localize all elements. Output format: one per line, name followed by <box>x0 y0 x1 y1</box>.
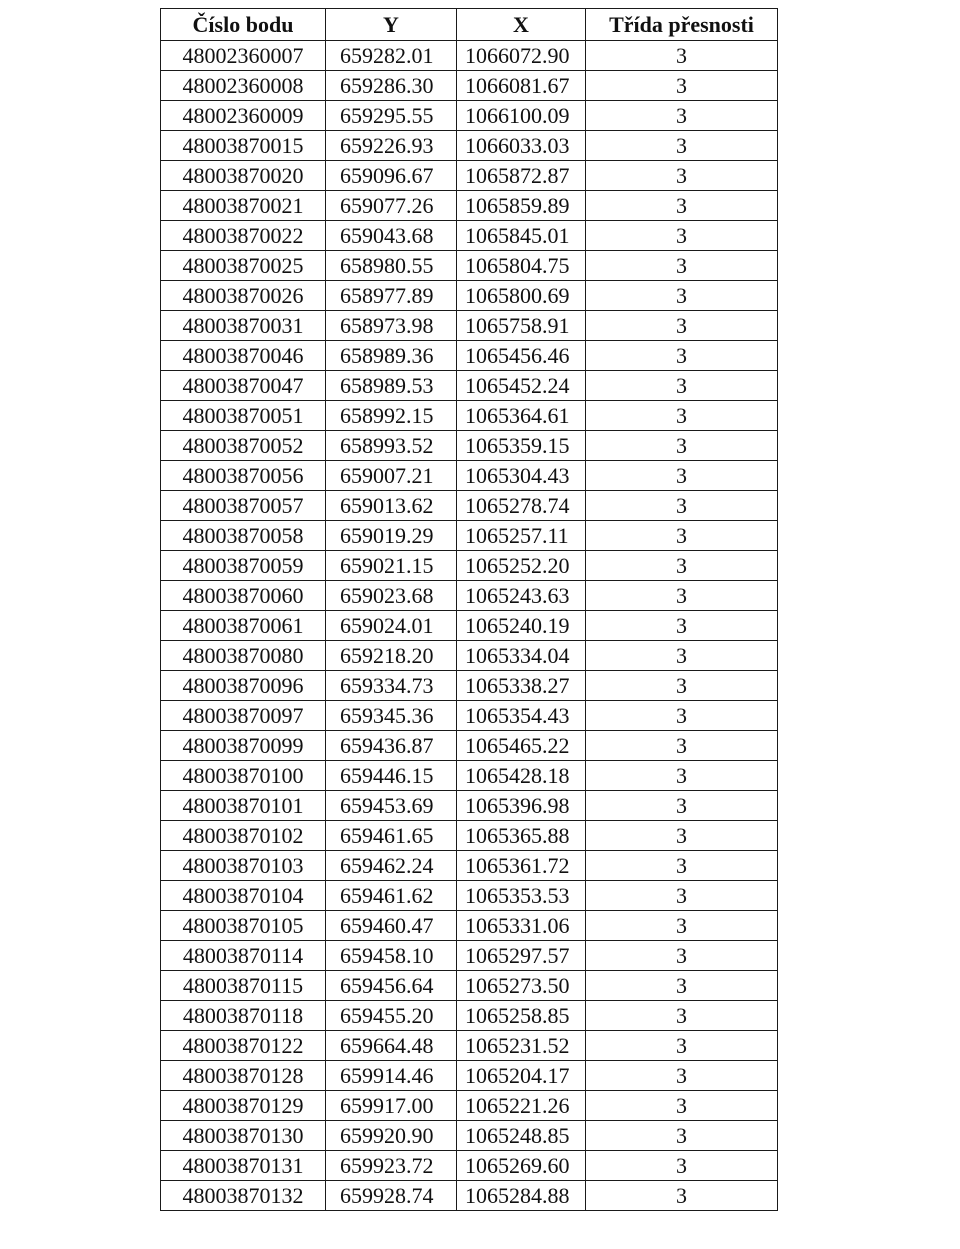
x-coordinate-cell: 1065331.06 <box>457 911 586 941</box>
y-coordinate-cell: 659334.73 <box>326 671 457 701</box>
point-number-cell: 48003870130 <box>161 1121 326 1151</box>
y-coordinate-cell: 659923.72 <box>326 1151 457 1181</box>
y-coordinate-cell: 659282.01 <box>326 41 457 71</box>
accuracy-class-cell: 3 <box>586 461 778 491</box>
y-coordinate-cell: 659446.15 <box>326 761 457 791</box>
accuracy-class-cell: 3 <box>586 821 778 851</box>
y-coordinate-cell: 659019.29 <box>326 521 457 551</box>
table-row <box>161 551 778 581</box>
table-row <box>161 1001 778 1031</box>
y-coordinate-cell: 659226.93 <box>326 131 457 161</box>
accuracy-class-cell: 3 <box>586 1001 778 1031</box>
y-coordinate-cell: 658977.89 <box>326 281 457 311</box>
table-row <box>161 311 778 341</box>
accuracy-class-cell: 3 <box>586 341 778 371</box>
table-row <box>161 611 778 641</box>
table-header <box>161 9 778 41</box>
table-row <box>161 671 778 701</box>
table-row <box>161 701 778 731</box>
table-row <box>161 1031 778 1061</box>
point-number-cell: 48003870058 <box>161 521 326 551</box>
x-coordinate-cell: 1065257.11 <box>457 521 586 551</box>
x-coordinate-cell: 1065243.63 <box>457 581 586 611</box>
table-row <box>161 461 778 491</box>
point-number-cell: 48003870104 <box>161 881 326 911</box>
y-coordinate-cell: 659286.30 <box>326 71 457 101</box>
header-row <box>161 9 778 41</box>
accuracy-class-cell: 3 <box>586 521 778 551</box>
y-coordinate-cell: 659920.90 <box>326 1121 457 1151</box>
x-coordinate-cell: 1065859.89 <box>457 191 586 221</box>
table-row <box>161 941 778 971</box>
x-coordinate-cell: 1065353.53 <box>457 881 586 911</box>
table-row <box>161 641 778 671</box>
point-number-cell: 48003870061 <box>161 611 326 641</box>
point-number-cell: 48003870046 <box>161 341 326 371</box>
y-coordinate-cell: 658973.98 <box>326 311 457 341</box>
accuracy-class-cell: 3 <box>586 431 778 461</box>
table-row <box>161 341 778 371</box>
y-coordinate-cell: 658989.53 <box>326 371 457 401</box>
x-coordinate-cell: 1065465.22 <box>457 731 586 761</box>
accuracy-class-cell: 3 <box>586 851 778 881</box>
accuracy-class-cell: 3 <box>586 971 778 1001</box>
table-row <box>161 851 778 881</box>
y-coordinate-cell: 659914.46 <box>326 1061 457 1091</box>
y-coordinate-cell: 658989.36 <box>326 341 457 371</box>
point-number-cell: 48003870102 <box>161 821 326 851</box>
point-number-cell: 48003870099 <box>161 731 326 761</box>
accuracy-class-cell: 3 <box>586 131 778 161</box>
point-number-cell: 48003870020 <box>161 161 326 191</box>
table-row <box>161 581 778 611</box>
table-row <box>161 251 778 281</box>
table-row <box>161 371 778 401</box>
accuracy-class-cell: 3 <box>586 941 778 971</box>
point-number-cell: 48003870056 <box>161 461 326 491</box>
accuracy-class-cell: 3 <box>586 911 778 941</box>
x-coordinate-cell: 1065231.52 <box>457 1031 586 1061</box>
table-row <box>161 131 778 161</box>
table-body <box>161 41 778 1211</box>
point-number-cell: 48003870057 <box>161 491 326 521</box>
accuracy-class-cell: 3 <box>586 701 778 731</box>
point-number-cell: 48003870047 <box>161 371 326 401</box>
accuracy-class-cell: 3 <box>586 881 778 911</box>
accuracy-class-cell: 3 <box>586 611 778 641</box>
accuracy-class-cell: 3 <box>586 731 778 761</box>
y-coordinate-cell: 659345.36 <box>326 701 457 731</box>
table-row <box>161 1091 778 1121</box>
accuracy-class-cell: 3 <box>586 161 778 191</box>
accuracy-class-cell: 3 <box>586 401 778 431</box>
column-header-x: X <box>457 9 586 41</box>
accuracy-class-cell: 3 <box>586 791 778 821</box>
accuracy-class-cell: 3 <box>586 1151 778 1181</box>
accuracy-class-cell: 3 <box>586 311 778 341</box>
accuracy-class-cell: 3 <box>586 191 778 221</box>
y-coordinate-cell: 659456.64 <box>326 971 457 1001</box>
point-number-cell: 48002360007 <box>161 41 326 71</box>
point-number-cell: 48002360008 <box>161 71 326 101</box>
table-row <box>161 41 778 71</box>
x-coordinate-cell: 1065284.88 <box>457 1181 586 1211</box>
column-header-accuracy-class: Třída přesnosti <box>586 9 778 41</box>
point-number-cell: 48002360009 <box>161 101 326 131</box>
accuracy-class-cell: 3 <box>586 671 778 701</box>
accuracy-class-cell: 3 <box>586 1061 778 1091</box>
x-coordinate-cell: 1065248.85 <box>457 1121 586 1151</box>
y-coordinate-cell: 658993.52 <box>326 431 457 461</box>
accuracy-class-cell: 3 <box>586 1091 778 1121</box>
table-row <box>161 731 778 761</box>
point-number-cell: 48003870021 <box>161 191 326 221</box>
x-coordinate-cell: 1065278.74 <box>457 491 586 521</box>
y-coordinate-cell: 659462.24 <box>326 851 457 881</box>
y-coordinate-cell: 659453.69 <box>326 791 457 821</box>
point-number-cell: 48003870131 <box>161 1151 326 1181</box>
point-number-cell: 48003870096 <box>161 671 326 701</box>
table-row <box>161 911 778 941</box>
table-row <box>161 1061 778 1091</box>
accuracy-class-cell: 3 <box>586 1181 778 1211</box>
point-number-cell: 48003870059 <box>161 551 326 581</box>
y-coordinate-cell: 659023.68 <box>326 581 457 611</box>
accuracy-class-cell: 3 <box>586 41 778 71</box>
y-coordinate-cell: 659460.47 <box>326 911 457 941</box>
table-row <box>161 431 778 461</box>
point-number-cell: 48003870103 <box>161 851 326 881</box>
x-coordinate-cell: 1065204.17 <box>457 1061 586 1091</box>
accuracy-class-cell: 3 <box>586 1121 778 1151</box>
table-row <box>161 1151 778 1181</box>
x-coordinate-cell: 1065297.57 <box>457 941 586 971</box>
point-number-cell: 48003870097 <box>161 701 326 731</box>
x-coordinate-cell: 1065258.85 <box>457 1001 586 1031</box>
accuracy-class-cell: 3 <box>586 251 778 281</box>
point-number-cell: 48003870101 <box>161 791 326 821</box>
x-coordinate-cell: 1065452.24 <box>457 371 586 401</box>
point-number-cell: 48003870105 <box>161 911 326 941</box>
table-row <box>161 71 778 101</box>
point-number-cell: 48003870118 <box>161 1001 326 1031</box>
y-coordinate-cell: 659295.55 <box>326 101 457 131</box>
y-coordinate-cell: 659218.20 <box>326 641 457 671</box>
y-coordinate-cell: 659043.68 <box>326 221 457 251</box>
table-row <box>161 191 778 221</box>
column-header-point-number: Číslo bodu <box>161 9 326 41</box>
point-number-cell: 48003870022 <box>161 221 326 251</box>
x-coordinate-cell: 1065804.75 <box>457 251 586 281</box>
y-coordinate-cell: 659013.62 <box>326 491 457 521</box>
accuracy-class-cell: 3 <box>586 281 778 311</box>
table-row <box>161 281 778 311</box>
point-number-cell: 48003870031 <box>161 311 326 341</box>
point-number-cell: 48003870015 <box>161 131 326 161</box>
x-coordinate-cell: 1066072.90 <box>457 41 586 71</box>
y-coordinate-cell: 659458.10 <box>326 941 457 971</box>
table-row <box>161 101 778 131</box>
x-coordinate-cell: 1065364.61 <box>457 401 586 431</box>
x-coordinate-cell: 1066100.09 <box>457 101 586 131</box>
x-coordinate-cell: 1065845.01 <box>457 221 586 251</box>
y-coordinate-cell: 659461.62 <box>326 881 457 911</box>
y-coordinate-cell: 659917.00 <box>326 1091 457 1121</box>
table-row <box>161 761 778 791</box>
table-row <box>161 1181 778 1211</box>
y-coordinate-cell: 659928.74 <box>326 1181 457 1211</box>
accuracy-class-cell: 3 <box>586 1031 778 1061</box>
y-coordinate-cell: 659461.65 <box>326 821 457 851</box>
point-number-cell: 48003870115 <box>161 971 326 1001</box>
accuracy-class-cell: 3 <box>586 581 778 611</box>
x-coordinate-cell: 1065361.72 <box>457 851 586 881</box>
y-coordinate-cell: 658980.55 <box>326 251 457 281</box>
x-coordinate-cell: 1065273.50 <box>457 971 586 1001</box>
x-coordinate-cell: 1065269.60 <box>457 1151 586 1181</box>
coordinates-table <box>160 8 778 1211</box>
point-number-cell: 48003870052 <box>161 431 326 461</box>
point-number-cell: 48003870026 <box>161 281 326 311</box>
x-coordinate-cell: 1065365.88 <box>457 821 586 851</box>
y-coordinate-cell: 659021.15 <box>326 551 457 581</box>
accuracy-class-cell: 3 <box>586 221 778 251</box>
x-coordinate-cell: 1065800.69 <box>457 281 586 311</box>
accuracy-class-cell: 3 <box>586 491 778 521</box>
x-coordinate-cell: 1065456.46 <box>457 341 586 371</box>
table-row <box>161 221 778 251</box>
point-number-cell: 48003870114 <box>161 941 326 971</box>
y-coordinate-cell: 659664.48 <box>326 1031 457 1061</box>
x-coordinate-cell: 1065252.20 <box>457 551 586 581</box>
y-coordinate-cell: 659024.01 <box>326 611 457 641</box>
y-coordinate-cell: 659007.21 <box>326 461 457 491</box>
y-coordinate-cell: 658992.15 <box>326 401 457 431</box>
table-row <box>161 791 778 821</box>
x-coordinate-cell: 1065758.91 <box>457 311 586 341</box>
accuracy-class-cell: 3 <box>586 761 778 791</box>
x-coordinate-cell: 1065334.04 <box>457 641 586 671</box>
accuracy-class-cell: 3 <box>586 371 778 401</box>
accuracy-class-cell: 3 <box>586 101 778 131</box>
x-coordinate-cell: 1066081.67 <box>457 71 586 101</box>
x-coordinate-cell: 1065240.19 <box>457 611 586 641</box>
point-number-cell: 48003870122 <box>161 1031 326 1061</box>
point-number-cell: 48003870100 <box>161 761 326 791</box>
point-number-cell: 48003870132 <box>161 1181 326 1211</box>
table-row <box>161 401 778 431</box>
x-coordinate-cell: 1065221.26 <box>457 1091 586 1121</box>
table-row <box>161 821 778 851</box>
table-row <box>161 1121 778 1151</box>
x-coordinate-cell: 1065354.43 <box>457 701 586 731</box>
y-coordinate-cell: 659436.87 <box>326 731 457 761</box>
table-row <box>161 521 778 551</box>
point-number-cell: 48003870129 <box>161 1091 326 1121</box>
point-number-cell: 48003870128 <box>161 1061 326 1091</box>
x-coordinate-cell: 1065304.43 <box>457 461 586 491</box>
table-row <box>161 971 778 1001</box>
y-coordinate-cell: 659077.26 <box>326 191 457 221</box>
point-number-cell: 48003870080 <box>161 641 326 671</box>
y-coordinate-cell: 659096.67 <box>326 161 457 191</box>
accuracy-class-cell: 3 <box>586 551 778 581</box>
point-number-cell: 48003870060 <box>161 581 326 611</box>
column-header-y: Y <box>326 9 457 41</box>
x-coordinate-cell: 1065338.27 <box>457 671 586 701</box>
accuracy-class-cell: 3 <box>586 641 778 671</box>
x-coordinate-cell: 1066033.03 <box>457 131 586 161</box>
x-coordinate-cell: 1065359.15 <box>457 431 586 461</box>
point-number-cell: 48003870025 <box>161 251 326 281</box>
x-coordinate-cell: 1065428.18 <box>457 761 586 791</box>
point-number-cell: 48003870051 <box>161 401 326 431</box>
y-coordinate-cell: 659455.20 <box>326 1001 457 1031</box>
table-row <box>161 491 778 521</box>
table-row <box>161 161 778 191</box>
x-coordinate-cell: 1065396.98 <box>457 791 586 821</box>
x-coordinate-cell: 1065872.87 <box>457 161 586 191</box>
table-row <box>161 881 778 911</box>
accuracy-class-cell: 3 <box>586 71 778 101</box>
